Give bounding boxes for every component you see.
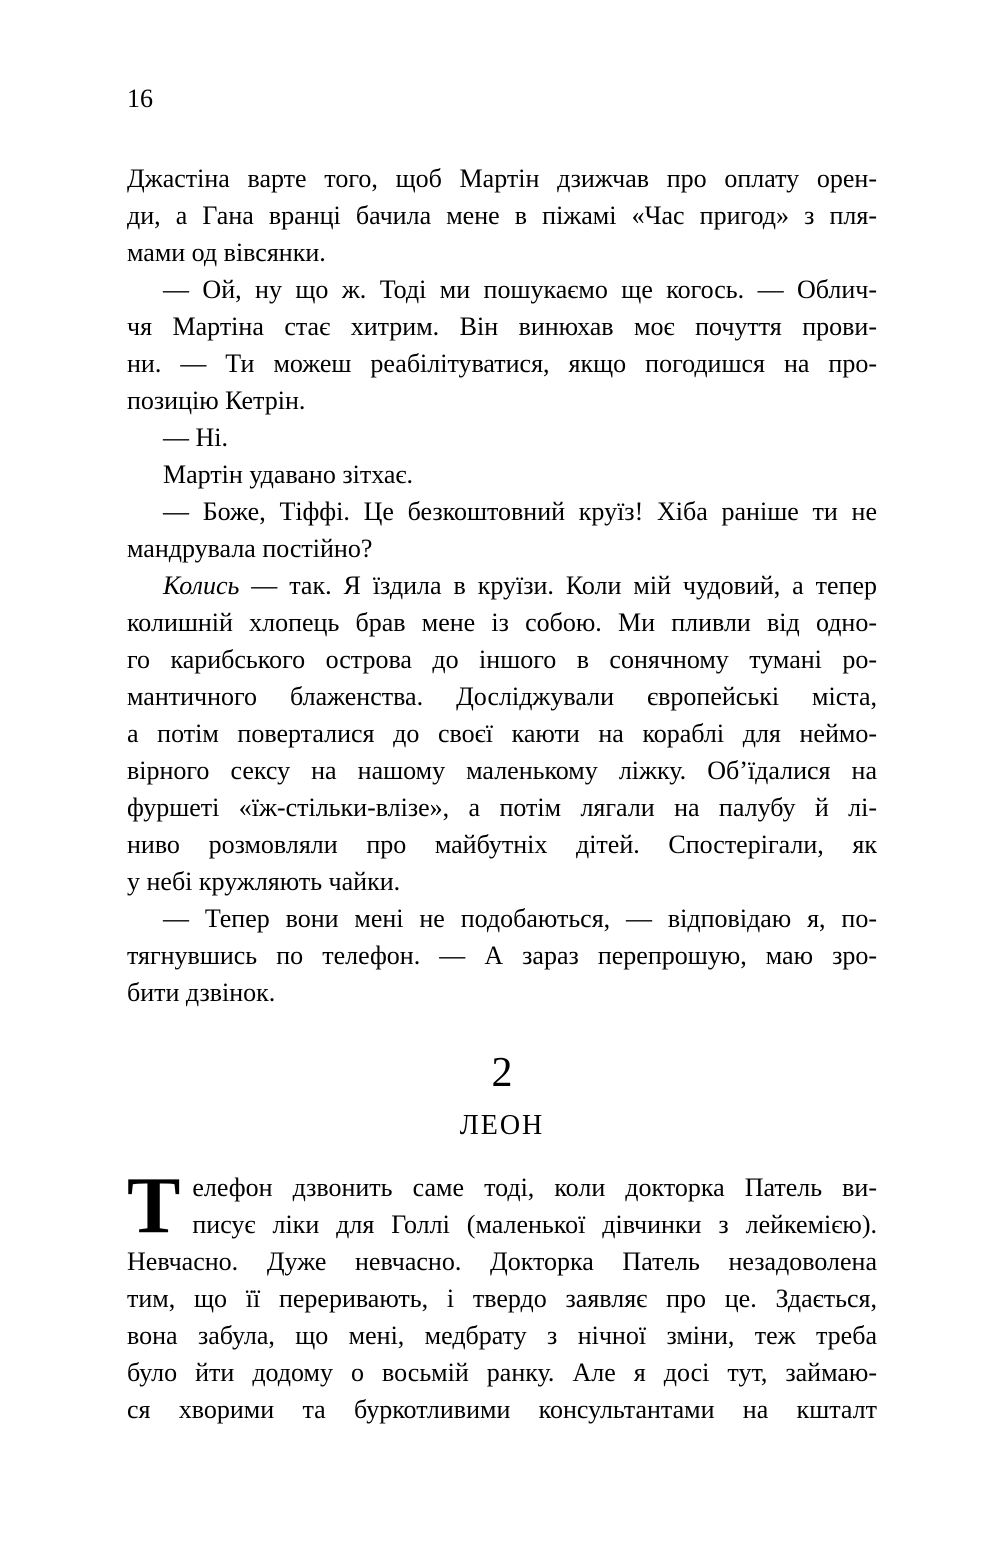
text-line: мами од вівсянки. [127,238,326,267]
text-line: ся хворими та буркотливими консультантами на кшталт [127,1395,877,1424]
text-line: ни. — Ти можеш реабілітуватися, якщо погодишся на про- [127,349,877,378]
paragraph [127,271,877,419]
text-line: елефон дзвонить саме тоді, коли докторка Патель ви- [192,1173,877,1202]
paragraph [127,456,877,493]
paragraph [127,900,877,1011]
text-line: тим, що її переривають, і твердо заявляє про це. Здається, [127,1284,877,1313]
text-line: — Ні. [163,423,228,452]
text-segment: — так. Я їздила в круїзи. Коли мій чудовий, а тепер [239,571,877,600]
paragraph [127,567,877,900]
text-line: позицію Кетрін. [127,386,306,415]
body-paragraphs [127,160,877,1011]
chapter-heading [127,1049,877,1141]
text-line: мандрувала постійно? [127,534,373,563]
text-line: тягнувшись по телефон. — А зараз перепрошую, маю зро- [127,941,877,970]
text-line: писує ліки для Голлі (маленької дівчинки з лейкемією). [192,1210,877,1239]
text-line: у небі кружляють чайки. [127,867,401,896]
paragraph [127,493,877,567]
chapter-title: ЛЕОН [459,1110,545,1141]
text-line: вона забула, що мені, медбрату з нічної зміни, теж треба [127,1321,877,1350]
text-line: колишній хлопець брав мене із собою. Ми пливли від одно- [127,608,877,637]
page-number: 16 [127,84,153,113]
paragraph [127,160,877,271]
text-line [127,567,877,604]
drop-cap: Т [127,1162,181,1250]
italic-text: Колись [163,571,240,600]
text-line: бити дзвінок. [127,978,276,1007]
text-line: ниво розмовляли про майбутніх дітей. Спостерігали, як [127,830,877,859]
text-block [127,160,877,1428]
paragraph [127,419,877,456]
text-line: — Ой, ну що ж. Тоді ми пошукаємо ще когось. — Облич- [163,275,877,304]
text-line: а потім поверталися до своєї каюти на кораблі для неймо- [127,719,877,748]
text-line: — Боже, Тіффі. Це безкоштовний круїз! Хіба раніше ти не [163,497,877,526]
text-line: Мартін удавано зітхає. [163,460,414,489]
text-line: було йти додому о восьмій ранку. Але я досі тут, займаю- [127,1358,877,1387]
text-line: ди, а Гана вранці бачила мене в піжамі «Час пригод» з пля- [127,201,877,230]
text-line: — Тепер вони мені не подобаються, — відповідаю я, по- [163,904,877,933]
chapter-number: 2 [491,1050,513,1096]
text-line: го карибського острова до іншого в сонячному тумані ро- [127,645,877,674]
text-line: чя Мартіна стає хитрим. Він винюхав моє почуття прови- [127,312,877,341]
text-line: фуршеті «їж-стільки-влізе», а потім лягали на палубу й лі- [127,793,877,822]
text-line: Невчасно. Дуже невчасно. Докторка Патель незадоволена [127,1247,877,1276]
text-line: вірного сексу на нашому маленькому ліжку. Об’їдалися на [127,756,877,785]
text-line: Джастіна варте того, щоб Мартін дзижчав про оплату орен- [127,164,877,193]
chapter-opening-paragraph [127,1162,877,1428]
text-line: мантичного блаженства. Досліджували європейські міста, [127,682,877,711]
